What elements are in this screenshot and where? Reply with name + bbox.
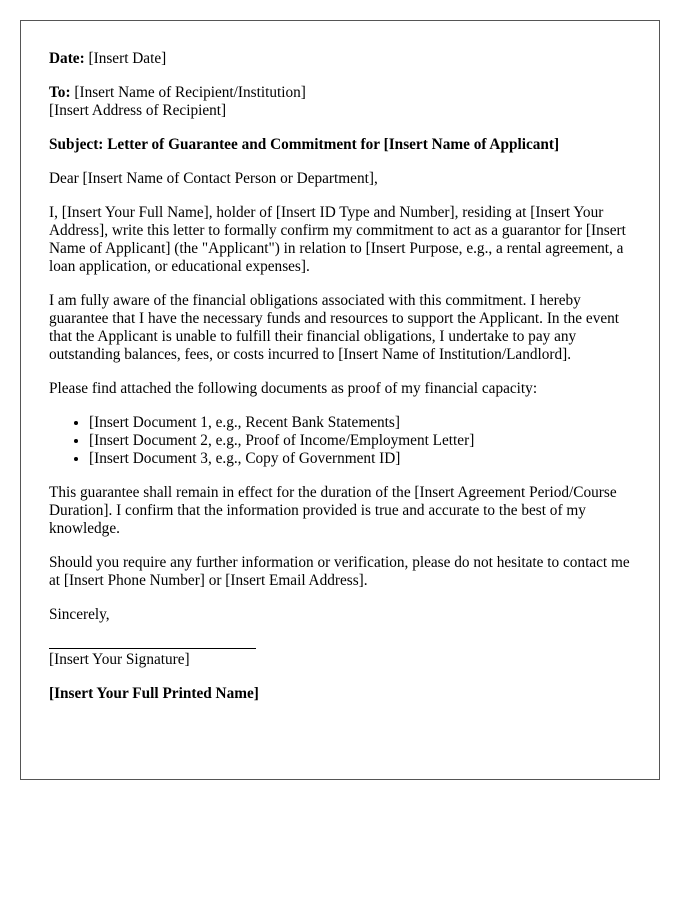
recipient-name: [Insert Name of Recipient/Institution] bbox=[74, 84, 306, 101]
body-paragraph-commitment: I, [Insert Your Full Name], holder of [Insert ID Type and Number], residing at [Insert Your Address], write this letter to formally confirm my commitment to act as a guarantor for [Insert Name of Applicant] (the "Applicant") in relation to [Insert Purpose, e.g., a rental agreement, a loan application, or educational expenses]. bbox=[49, 204, 626, 275]
recipient-block bbox=[49, 84, 633, 120]
date-value: [Insert Date] bbox=[88, 50, 167, 67]
recipient-address: [Insert Address of Recipient] bbox=[49, 102, 227, 119]
recipient-label: To: bbox=[49, 84, 71, 101]
list-item: • [Insert Document 3, e.g., Copy of Government ID] bbox=[89, 450, 633, 468]
list-item: • [Insert Document 1, e.g., Recent Bank Statements] bbox=[89, 414, 633, 432]
letter-document bbox=[20, 20, 660, 780]
body-paragraph-duration: This guarantee shall remain in effect for the duration of the [Insert Agreement Period/Course Duration]. I confirm that the information provided is true and accurate to the best of my knowledge. bbox=[49, 484, 617, 537]
subject-text: Letter of Guarantee and Commitment for [Insert Name of Applicant] bbox=[107, 136, 560, 153]
documents-list bbox=[49, 414, 633, 468]
signature-placeholder: [Insert Your Signature] bbox=[49, 651, 190, 668]
subject-line bbox=[49, 136, 633, 154]
date-label: Date: bbox=[49, 50, 85, 67]
body-paragraph-contact: Should you require any further information or verification, please do not hesitate to contact me at [Insert Phone Number] or [Insert Email Address]. bbox=[49, 554, 630, 589]
signature-line bbox=[49, 648, 256, 649]
body-paragraph-documents-intro: Please find attached the following documents as proof of my financial capacity: bbox=[49, 380, 538, 397]
date-line bbox=[49, 50, 633, 68]
sign-off: Sincerely, bbox=[49, 606, 110, 623]
body-paragraph-obligations: I am fully aware of the financial obligations associated with this commitment. I hereby guarantee that I have the necessary funds and resources to support the Applicant. In the event that the Applicant is unable to fulfill their financial obligations, I undertake to pay any outstanding balances, fees, or costs incurred to [Insert Name of Institution/Landlord]. bbox=[49, 292, 620, 363]
subject-label: Subject: bbox=[49, 136, 104, 153]
printed-name: [Insert Your Full Printed Name] bbox=[49, 685, 259, 702]
salutation: Dear [Insert Name of Contact Person or Department], bbox=[49, 170, 378, 187]
list-item: • [Insert Document 2, e.g., Proof of Income/Employment Letter] bbox=[89, 432, 633, 450]
